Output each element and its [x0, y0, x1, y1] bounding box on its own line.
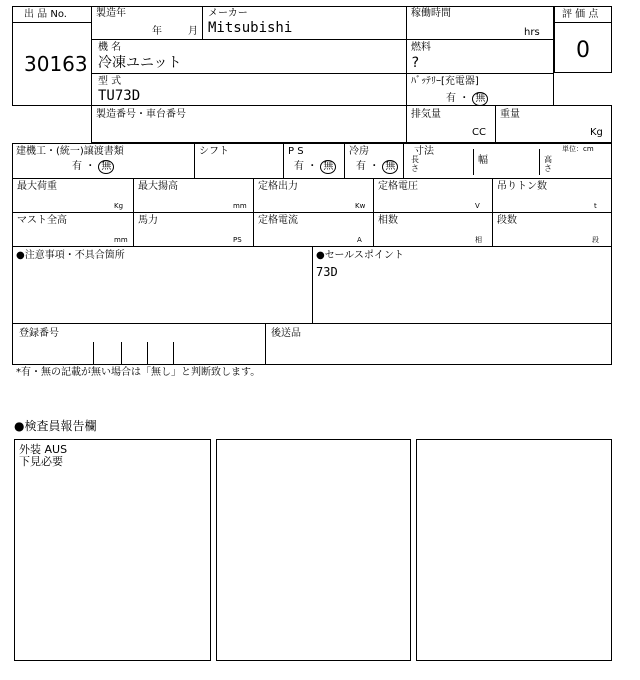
ps-options	[294, 160, 336, 174]
inspector-box-1	[14, 439, 211, 661]
ps-yes: 有	[294, 161, 304, 172]
size-label: 寸法	[414, 146, 434, 157]
sales-point-label: ●セールスポイント	[316, 250, 404, 261]
transfer-no-circled: 無	[98, 160, 114, 174]
ps-no-circled: 無	[320, 160, 336, 174]
displacement-label: 排気量	[411, 109, 441, 120]
rated-voltage-unit: V	[475, 202, 480, 210]
ac-options	[356, 160, 398, 174]
type-label: 型 式	[98, 76, 122, 87]
ps-label: P S	[288, 146, 304, 157]
battery-options	[446, 92, 488, 106]
max-lift-label: 最大揚高	[138, 181, 178, 192]
caution-label: ●注意事項・不具合箇所	[16, 250, 125, 261]
steps-unit: 段	[592, 236, 599, 244]
inspector-box-2	[216, 439, 411, 661]
battery-dot: ・	[459, 93, 470, 104]
displacement-unit: CC	[472, 127, 486, 138]
battery-label: ﾊﾞｯﾃﾘｰ[充電器]	[411, 76, 479, 87]
size-height-label: 高 さ	[544, 155, 552, 173]
max-load-label: 最大荷重	[17, 181, 57, 192]
ps-dot: ・	[307, 161, 318, 172]
weight-label: 重量	[500, 109, 520, 120]
battery-yes: 有	[446, 93, 456, 104]
type-value: TU73D	[98, 88, 141, 104]
size-length-label: 長 さ	[411, 155, 419, 173]
inspector-note-line1: 外装 AUS	[19, 443, 68, 456]
transfer-options	[72, 160, 114, 174]
lift-ton-unit: t	[594, 202, 597, 210]
max-load-unit: Kg	[114, 202, 124, 210]
rated-output-unit: Kw	[355, 202, 366, 210]
registration-label: 登録番号	[19, 328, 59, 339]
horsepower-unit: PS	[233, 236, 242, 244]
battery-no-circled: 無	[472, 92, 488, 106]
shipping-label: 後送品	[271, 328, 301, 339]
model-name-value: 冷凍ユニット	[98, 55, 182, 71]
model-name-label: 機 名	[98, 42, 122, 53]
size-unit: 単位：cm	[562, 145, 594, 153]
serial-label: 製造番号・車台番号	[96, 109, 186, 120]
maker-label: メーカー	[208, 8, 248, 19]
inspector-box-3	[416, 439, 612, 661]
steps-label: 段数	[497, 215, 517, 226]
max-lift-unit: mm	[233, 202, 247, 210]
rated-current-label: 定格電流	[258, 215, 298, 226]
hours-unit: hrs	[524, 27, 540, 38]
maker-value: Mitsubishi	[208, 20, 293, 36]
transfer-docs-label: 建機工・(統一)譲渡書類	[16, 146, 124, 157]
fuel-value: ?	[411, 55, 420, 71]
mast-height-unit: mm	[114, 236, 128, 244]
hours-label: 稼働時間	[411, 8, 451, 19]
ac-no-circled: 無	[382, 160, 398, 174]
phase-label: 相数	[378, 215, 398, 226]
lot-number-label: 出 品 No.	[24, 9, 67, 20]
score-value: 0	[576, 38, 590, 63]
month-unit: 月	[188, 26, 198, 37]
ac-yes: 有	[356, 161, 366, 172]
lot-number-value: 30163	[24, 52, 88, 76]
year-label: 製造年	[96, 8, 126, 19]
horsepower-label: 馬力	[138, 215, 158, 226]
fuel-label: 燃料	[411, 42, 431, 53]
sales-point-value: 73D	[316, 265, 338, 279]
phase-unit: 相	[475, 236, 482, 244]
ac-label: 冷房	[349, 146, 369, 157]
rated-current-unit: A	[357, 236, 362, 244]
year-unit: 年	[152, 26, 162, 37]
inspector-note-line2: 下見必要	[19, 455, 63, 468]
footnote: *有・無の記載が無い場合は「無し」と判断致します。	[16, 367, 261, 378]
transfer-yes: 有	[72, 161, 82, 172]
rated-output-label: 定格出力	[258, 181, 298, 192]
mast-height-label: マスト全高	[17, 215, 67, 226]
lift-ton-label: 吊りトン数	[497, 181, 547, 192]
weight-unit: Kg	[590, 127, 603, 138]
shift-label: シフト	[199, 146, 229, 157]
rated-voltage-label: 定格電圧	[378, 181, 418, 192]
inspector-title: ●検査員報告欄	[14, 419, 97, 433]
score-label: 評 価 点	[562, 9, 599, 20]
ac-dot: ・	[369, 161, 380, 172]
size-width-label: 幅	[478, 155, 488, 166]
transfer-dot: ・	[85, 161, 96, 172]
